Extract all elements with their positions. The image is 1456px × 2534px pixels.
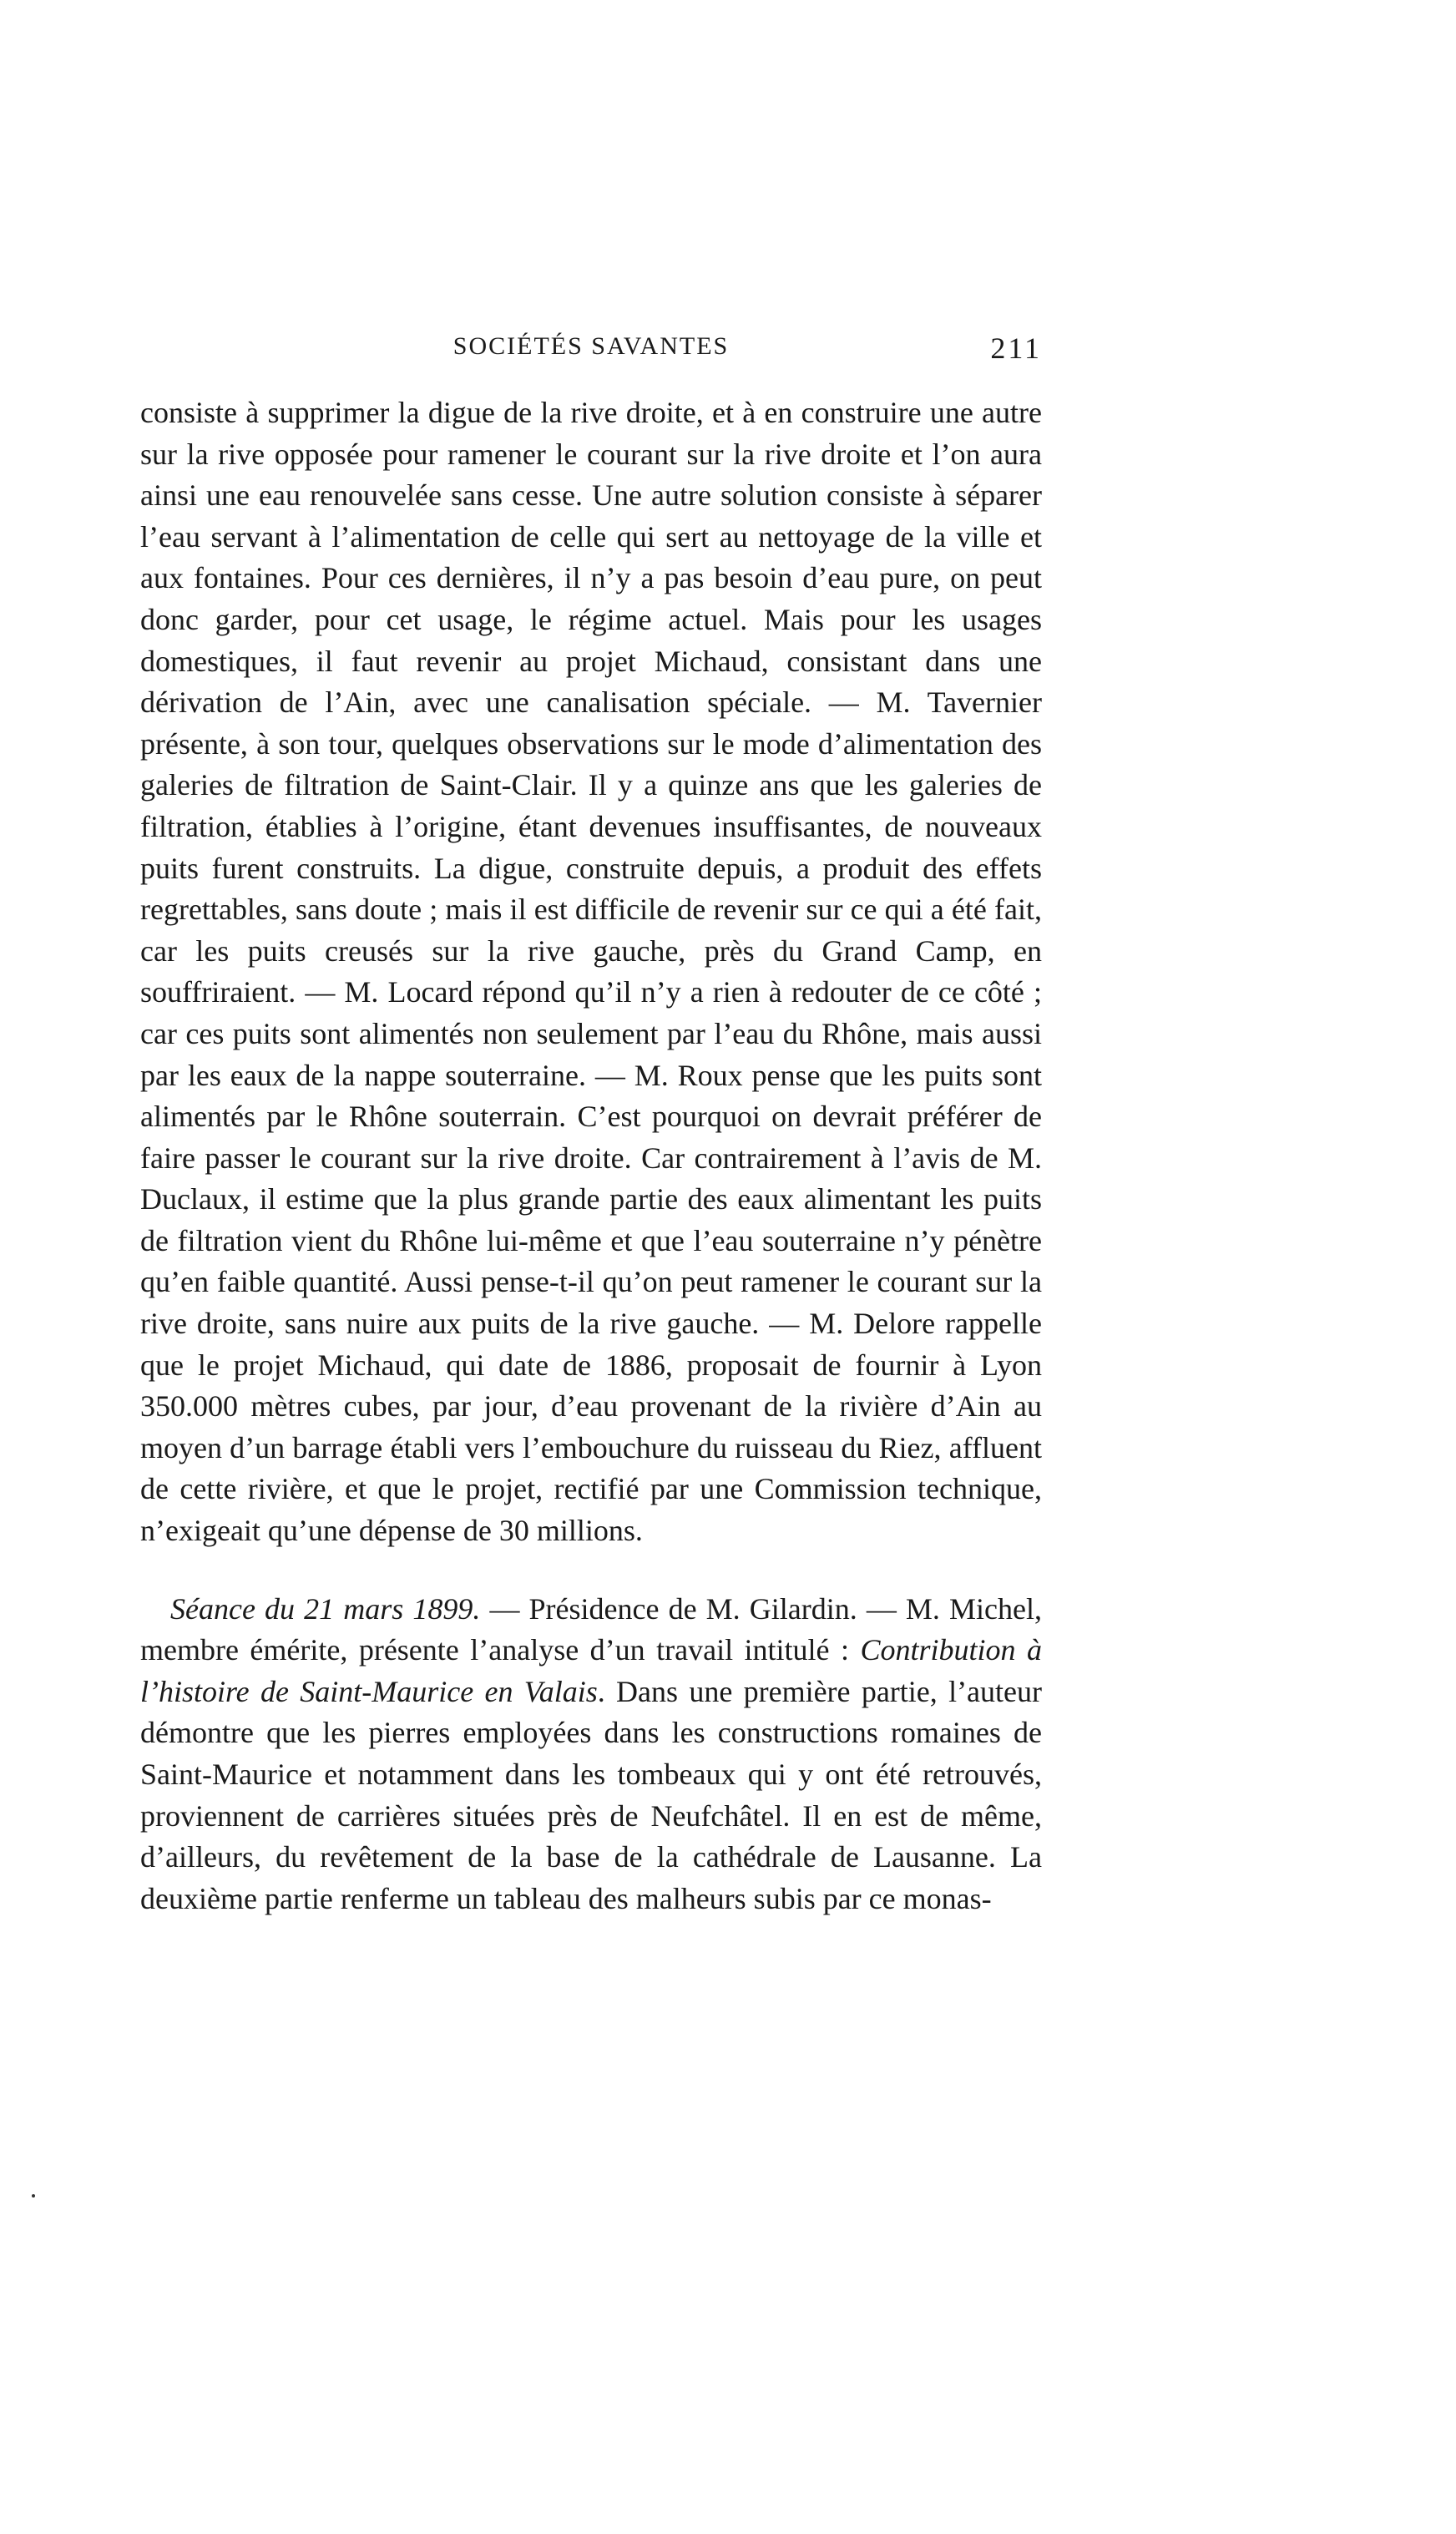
paragraph-2-text-a: — Présidence de M. Gilardin. — M. Michel, membre émérite, présente l’analyse d’un travail intitulé : [140, 1591, 1042, 1667]
session-date: Séance du 21 mars 1899. [170, 1591, 481, 1626]
page-number: 211 [990, 331, 1042, 365]
body-text [140, 392, 1042, 1919]
paragraph-2 [140, 1589, 1042, 1920]
paragraph-1: consiste à supprimer la digue de la rive droite, et à en construire une autre sur la rive opposée pour ramener le courant sur la rive droite et l’on aura ainsi une eau renouvelée sans cesse. Une autre solution consiste à séparer l’eau servant à l’alimentation de celle qui sert au nettoyage de la ville et aux fontaines. Pour ces dernières, il n’y a pas besoin d’eau pure, on peut donc garder, pour cet usage, le régime actuel. Mais pour les usages domestiques, il faut revenir au projet Michaud, consistant dans une dérivation de l’Ain, avec une canalisation spéciale. — M. Tavernier présente, à son tour, quelques observations sur le mode d’alimentation des galeries de filtration de Saint-Clair. Il y a quinze ans que les galeries de filtration, établies à l’origine, étant devenues insuffisantes, de nouveaux puits furent construits. La digue, construite depuis, a produit des effets regrettables, sans doute ; mais il est difficile de revenir sur ce qui a été fait, car les puits creusés sur la rive gauche, près du Grand Camp, en souffriraient. — M. Locard répond qu’il n’y a rien à redouter de ce côté ; car ces puits sont alimentés non seulement par l’eau du Rhône, mais aussi par les eaux de la nappe souterraine. — M. Roux pense que les puits sont alimentés par le Rhône souterrain. C’est pourquoi on devrait préférer de faire passer le courant sur la rive droite. Car contrairement à l’avis de M. Duclaux, il estime que la plus grande partie des eaux alimentant les puits de filtration vient du Rhône lui-même et que l’eau souterraine n’y pénètre qu’en faible quantité. Aussi pense-t-il qu’on peut ramener le courant sur la rive droite, sans nuire aux puits de la rive gauche. — M. Delore rappelle que le projet Michaud, qui date de 1886, proposait de fournir à Lyon 350.000 mètres cubes, par jour, d’eau provenant de la rivière d’Ain au moyen d’un barrage établi vers l’embouchure du ruisseau du Riez, affluent de cette rivière, et que le projet, rectifié par une Commission technique, n’exigeait qu’une dépense de 30 millions. [140, 396, 1042, 1548]
running-head [140, 332, 1042, 374]
paragraph-2-text-b: . Dans une première partie, l’auteur démontre que les pierres employées dans les constructions romaines de Saint-Maurice et notamment dans les tombeaux qui y ont été retrouvés, proviennent de carrières situées près de Neufchâtel. Il en est de même, d’ailleurs, du revêtement de la base de la cathédrale de Lausanne. La deuxième partie renferme un tableau des malheurs subis par ce monas- [140, 1674, 1043, 1915]
work-title: Contribution à l’histoire de Saint-Maurice en Valais [140, 1633, 1043, 1708]
ink-speck [32, 2194, 35, 2198]
running-title: SOCIÉTÉS SAVANTES [452, 332, 730, 360]
